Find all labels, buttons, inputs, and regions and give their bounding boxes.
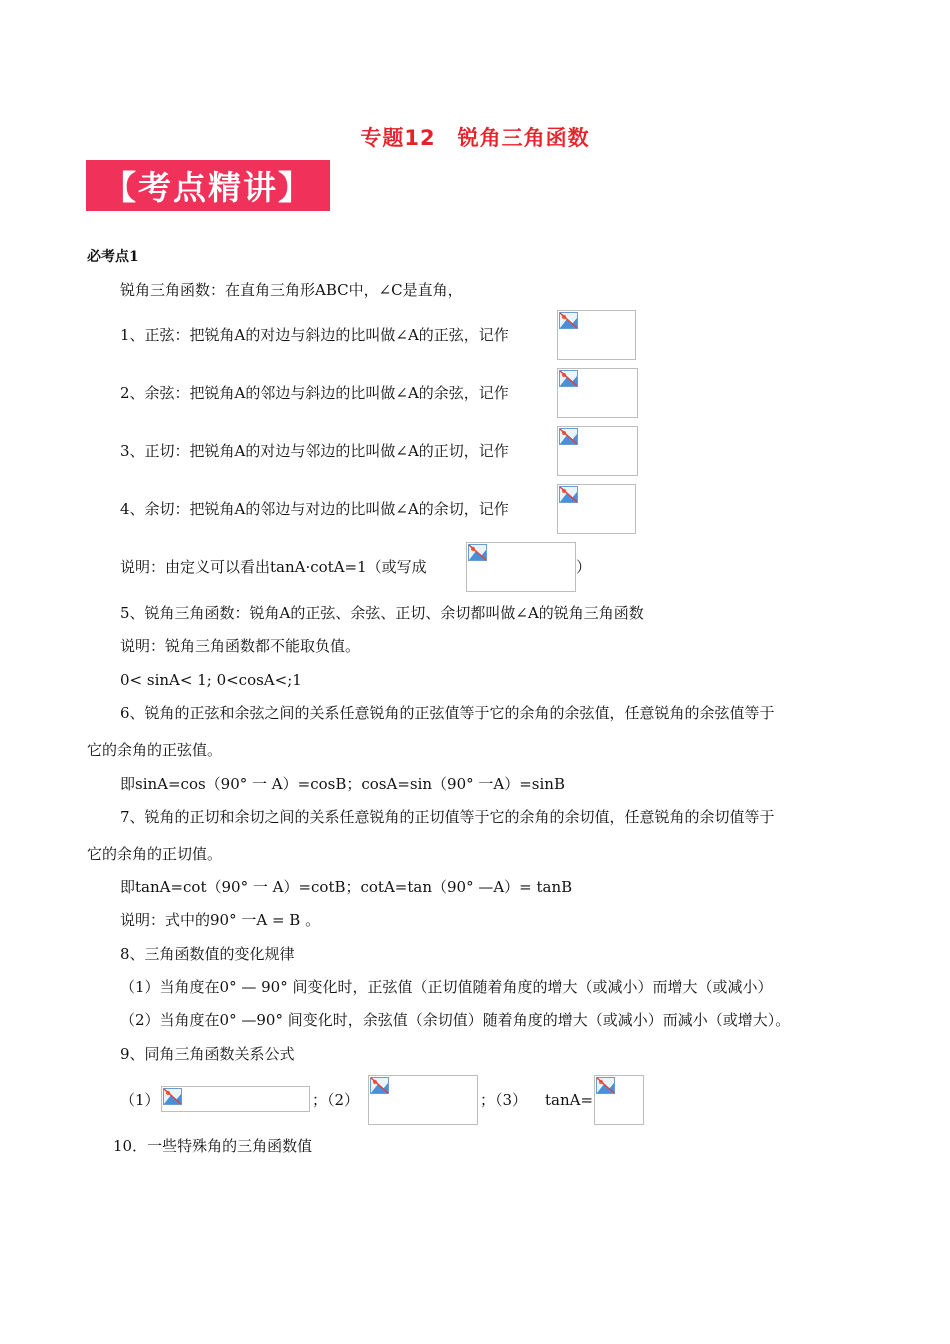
text-line: 9、同角三角函数关系公式	[120, 1045, 295, 1063]
broken-image-icon	[559, 370, 578, 387]
broken-image-icon	[559, 486, 578, 503]
formula-image	[161, 1086, 310, 1112]
formula-image	[557, 484, 636, 534]
text-line: 即sinA=cos（90° 一 A）=cosB；cosA=sin（90° 一A）=sinB	[120, 775, 565, 793]
broken-image-icon	[468, 544, 487, 561]
text-line: 1、正弦：把锐角A的对边与斜边的比叫做∠A的正弦，记作	[120, 326, 509, 344]
broken-image-icon	[559, 428, 578, 445]
text-line: 4、余切：把锐角A的邻边与对边的比叫做∠A的余切，记作	[120, 500, 509, 518]
text-line: 即tanA=cot（90° 一 A）=cotB；cotA=tan（90° —A）= tanB	[120, 878, 573, 896]
text-line: 3、正切：把锐角A的对边与邻边的比叫做∠A的正切，记作	[120, 442, 509, 460]
document-title: 专题12 锐角三角函数	[360, 126, 590, 150]
formula-image	[557, 426, 638, 476]
text-line: 2、余弦：把锐角A的邻边与斜边的比叫做∠A的余弦，记作	[120, 384, 509, 402]
formula-image	[557, 310, 636, 360]
text-line: 10．一些特殊角的三角函数值	[113, 1137, 313, 1155]
broken-image-icon	[596, 1077, 615, 1094]
text-line: ）	[576, 558, 592, 576]
text-line: 它的余角的正弦值。	[87, 741, 223, 759]
broken-image-icon	[370, 1077, 389, 1094]
text-line: 锐角三角函数：在直角三角形ABC中，∠C是直角，	[120, 281, 463, 299]
text-line: （1）	[120, 1091, 160, 1109]
text-line: （1）当角度在0° — 90° 间变化时，正弦值（正切值随着角度的增大（或减小）而增大（或减小）	[120, 978, 773, 996]
text-line: 说明：锐角三角函数都不能取负值。	[120, 637, 361, 655]
broken-image-icon	[163, 1088, 182, 1105]
formula-image	[466, 542, 576, 592]
text-line: ；（3）	[480, 1091, 528, 1109]
section-heading: 必考点1	[87, 249, 139, 265]
text-line: 5、锐角三角函数：锐角A的正弦、余弦、正切、余切都叫做∠A的锐角三角函数	[120, 604, 644, 622]
broken-image-icon	[559, 312, 578, 329]
text-line: tanA=	[545, 1091, 594, 1109]
key-points-banner: 【考点精讲】	[86, 160, 330, 211]
text-line: 说明：由定义可以看出tanA·cotA=1（或写成	[120, 558, 427, 576]
formula-image	[368, 1075, 478, 1125]
text-line: （2）当角度在0° —90° 间变化时，余弦值（余切值）随着角度的增大（或减小）而减小（或增大）。	[120, 1011, 791, 1029]
text-line: ；（2）	[312, 1091, 360, 1109]
formula-image	[557, 368, 638, 418]
formula-image	[594, 1075, 644, 1125]
text-line: 说明：式中的90° 一A = B 。	[120, 911, 321, 929]
text-line: 8、三角函数值的变化规律	[120, 945, 295, 963]
text-line: 0< sinA< 1; 0<cosA<;1	[120, 671, 302, 689]
text-line: 7、锐角的正切和余切之间的关系任意锐角的正切值等于它的余角的余切值，任意锐角的余切值等于	[120, 808, 775, 826]
text-line: 它的余角的正切值。	[87, 845, 223, 863]
text-line: 6、锐角的正弦和余弦之间的关系任意锐角的正弦值等于它的余角的余弦值，任意锐角的余弦值等于	[120, 704, 775, 722]
